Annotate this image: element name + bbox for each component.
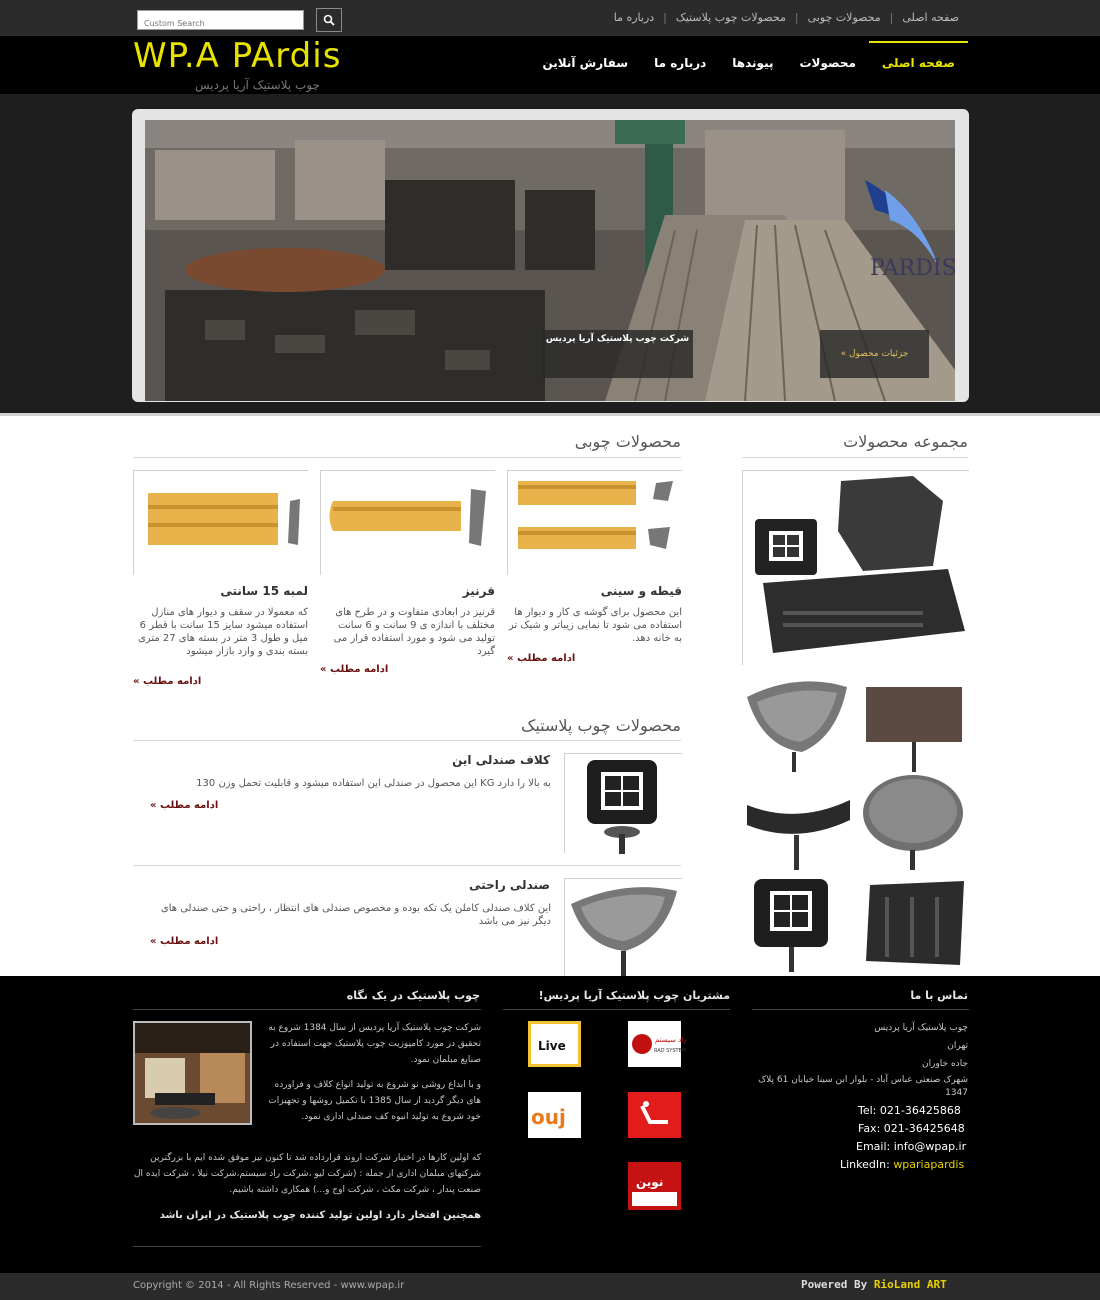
copyright-text: Copyright © 2014 - All Rights Reserved - www.wpap.ir (133, 1280, 405, 1291)
gallery-image[interactable] (860, 775, 970, 870)
read-more-link[interactable]: « ادامه مطلب (150, 800, 219, 811)
wood-products-title: محصولات چوبی (574, 432, 681, 451)
divider (133, 457, 681, 458)
about-paragraph: که اولین کارها در اختیار شرکت اروند قرارداده شد تا کنون نیز موفق شده ایم با بزرگترین شرکتهای مبلمان اداری از جمله : (شرکت لیو ،شرکت راد سیستم،شرکت نیلا ، شرکت ایده ال صنعت پندار ، شرکت مکث ، شرکت اوج و...) همکاری داشته باشیم. (133, 1153, 481, 1195)
client-logo-rad-system[interactable] (628, 1021, 687, 1067)
divider (133, 1246, 481, 1247)
contact-address: شهرک صنعتی عباس آباد - بلوار ابن سینا خیابان 61 پلاک 1347 (758, 1075, 968, 1098)
client-logo-ouj[interactable] (528, 1092, 581, 1138)
client-logo-nilla[interactable] (628, 1092, 681, 1138)
nav-home[interactable]: صفحه اصلی (869, 41, 968, 87)
logo-subtitle: چوب پلاستیک آریا پردیس (195, 78, 320, 92)
product-list-description: به بالا را دارد KG این محصول در صندلی این استفاده میشود و قابلیت تحمل وزن 130 (196, 778, 551, 789)
read-more-link[interactable]: « ادامه مطلب (133, 676, 202, 687)
search-icon (323, 14, 335, 26)
divider (742, 457, 968, 458)
product-description: که معمولا در سقف و دیوار های منازل استفاده میشود سایز 15 سانت با قطر 6 میل و طول 3 متر در بسته های 27 متری بسته بندی و وارد بازار میشود (137, 607, 308, 657)
gallery-image[interactable] (860, 677, 970, 772)
divider (503, 1009, 730, 1010)
divider: | (889, 11, 894, 24)
client-logo-live[interactable] (528, 1021, 581, 1067)
gallery-image[interactable] (742, 677, 852, 772)
product-title[interactable]: قرنیز (462, 584, 495, 598)
search-box[interactable] (137, 10, 304, 30)
contact-linkedin (840, 1158, 964, 1171)
gallery-image[interactable] (860, 877, 970, 972)
divider: | (663, 11, 667, 24)
client-logo-text: نوین (636, 1175, 664, 1189)
product-list-image[interactable] (564, 753, 682, 853)
topnav-wood-products[interactable]: محصولات چوبی (807, 11, 881, 24)
slide-watermark: PARDIS (870, 256, 957, 281)
nav-online-order[interactable]: سفارش آنلاین (542, 56, 629, 70)
topnav-home[interactable]: صفحه اصلی (902, 11, 959, 24)
contact-tel: Tel: 021-36425868 (858, 1104, 961, 1117)
product-title[interactable]: لمبه 15 سانتی (220, 584, 308, 598)
plastic-products-title: محصولات چوب پلاستیک (521, 716, 681, 735)
search-input[interactable] (138, 15, 303, 33)
about-paragraph: و با ابداع روشی نو شروع به تولید انواع کلاف و فراورده های دیگر گردید از سال 1385 با تکمیل روشها و تجهیزات خود شروع به تولید انبوه کف صندلی اداری نمود. (268, 1080, 481, 1122)
collection-main-image[interactable] (742, 470, 969, 665)
about-title: چوب پلاستیک در یک نگاه (346, 989, 480, 1002)
product-card-image[interactable] (133, 470, 308, 575)
nav-links[interactable]: پیوندها (732, 56, 774, 70)
read-more-link[interactable]: « ادامه مطلب (507, 653, 576, 664)
gallery-image[interactable] (742, 780, 852, 870)
divider (133, 1009, 481, 1010)
product-card-image[interactable] (507, 470, 682, 575)
about-highlight: همچنین افتخار دارد اولین تولید کننده چوب پلاستیک در ایران باشد (159, 1210, 481, 1221)
collection-title: مجموعه محصولات (843, 432, 968, 451)
powered-prefix: Powered By (801, 1278, 874, 1291)
product-list-title[interactable]: کلاف صندلی این (452, 753, 550, 767)
client-logo-text: Live (538, 1039, 566, 1053)
office-photo[interactable] (133, 1021, 252, 1125)
divider (133, 740, 681, 741)
product-title[interactable]: قیطه و سینی (600, 584, 682, 598)
topnav-wpc-products[interactable]: محصولات چوب پلاستیک (675, 11, 786, 24)
product-description: قرنیز در ابعادی متفاوت و در طرح های مختلف با اندازه ی 9 سانت و 6 سانت تولید می شود و مورد استفاده قرار می گیرد (333, 607, 495, 657)
client-logo-novin[interactable] (628, 1162, 681, 1210)
about-paragraph: شرکت چوب پلاستیک آریا پردیس از سال 1384 شروع به تحقیق در مورد کامپوزیت چوب پلاستیک جهت استفاده در صنایع مبلمان نمود. (268, 1023, 481, 1065)
product-card-image[interactable] (320, 470, 495, 575)
contact-road: جاده خاوران (922, 1059, 968, 1069)
contact-company: چوب پلاستیک آریا پردیس (874, 1023, 968, 1033)
top-nav (605, 11, 968, 24)
read-more-link[interactable]: « ادامه مطلب (150, 936, 219, 947)
client-logo-text: ouj (531, 1105, 566, 1129)
powered-brand-link[interactable]: RioLand ART (873, 1278, 947, 1291)
contact-title: تماس با ما (910, 989, 968, 1002)
product-list-description: این کلاف صندلی کاملن یک تکه بوده و مخصوص صندلی های انتظار ، راحتی و حتی صندلی های دیگر نیز می باشد (160, 903, 551, 927)
gallery-image[interactable] (742, 875, 852, 972)
divider (752, 1009, 969, 1010)
linkedin-link[interactable]: wpariapardis (893, 1158, 965, 1171)
slide-caption: شرکت چوب پلاستیک آریا پردیس (542, 330, 693, 378)
clients-title: مشتریان چوب پلاستیک آریا پردیس! (538, 989, 730, 1002)
product-list-title[interactable]: صندلی راحتی (469, 878, 550, 892)
client-logo-text: راد سیستم (655, 1036, 687, 1044)
divider: | (794, 11, 799, 24)
main-nav (529, 41, 968, 87)
topnav-about[interactable]: درباره ما (613, 11, 655, 24)
search-button[interactable] (316, 8, 342, 32)
client-logo-text: RAD SYSTEM (654, 1048, 687, 1054)
divider (133, 865, 681, 866)
product-list-image[interactable] (564, 878, 682, 976)
contact-email[interactable]: Email: info@wpap.ir (856, 1140, 967, 1153)
linkedin-label: LinkedIn: (840, 1158, 890, 1171)
nav-products[interactable]: محصولات (799, 56, 856, 70)
contact-fax: Fax: 021-36425648 (858, 1122, 965, 1135)
product-description: این محصول برای گوشه ی کار و دیوار ها استفاده می شود تا نمایی زیباتر و شیک تر به خانه دهد. (508, 607, 682, 644)
contact-city: تهران (947, 1041, 968, 1051)
read-more-link[interactable]: « ادامه مطلب (320, 664, 389, 675)
nav-about[interactable]: درباره ما (654, 56, 707, 70)
site-logo[interactable]: WP.A PArdis (133, 36, 342, 76)
slide-more-button[interactable]: « جزئیات محصول (820, 330, 929, 378)
powered-by (801, 1278, 947, 1291)
